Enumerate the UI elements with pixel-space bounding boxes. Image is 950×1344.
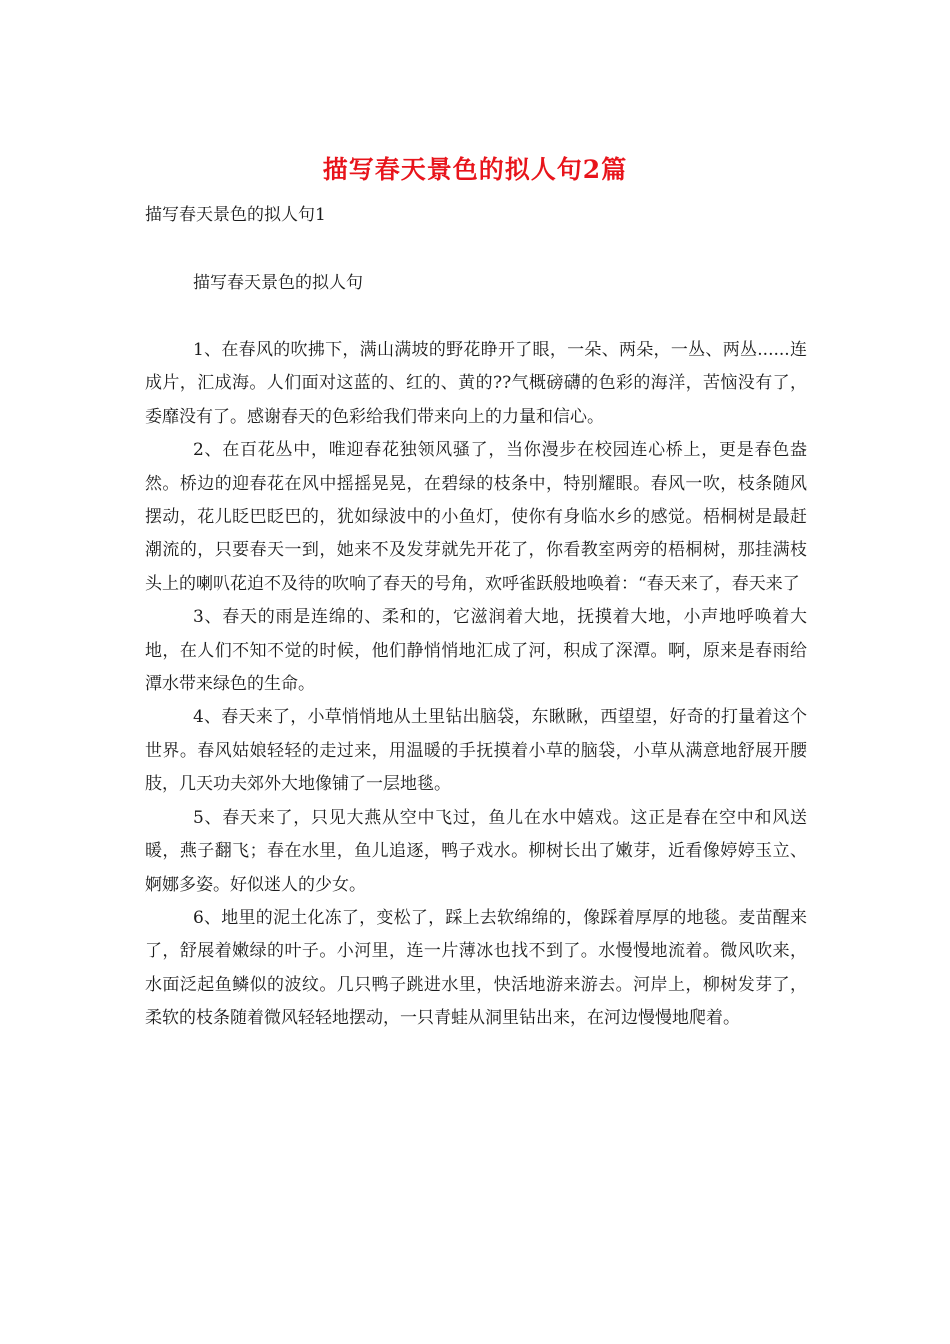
- body-text: [145, 334, 807, 1036]
- paragraph-3: 3、春天的雨是连绵的、柔和的，它滋润着大地，抚摸着大地，小声地呼唤着大地，在人们不知不觉的时候，他们静悄悄地汇成了河，积成了深潭。啊，原来是春雨给潭水带来绿色的生命。: [145, 607, 807, 695]
- paragraph-5: 5、春天来了，只见大燕从空中飞过，鱼儿在水中嬉戏。这正是春在空中和风送暖，燕子翻飞；春在水里，鱼儿追逐，鸭子戏水。柳树长出了嫩芽，近看像婷婷玉立、婀娜多姿。好似迷人的少女。: [145, 807, 807, 895]
- document-title: 描写春天景色的拟人句2篇: [322, 155, 628, 184]
- paragraph-1: 1、在春风的吹拂下，满山满坡的野花睁开了眼，一朵、两朵，一丛、两丛......连成片，汇成海。人们面对这蓝的、红的、黄的??气概磅礴的色彩的海洋，苦恼没有了，委靡没有了。感谢春天的色彩给我们带来向上的力量和信心。: [145, 340, 807, 427]
- paragraph-6: 6、地里的泥土化冻了，变松了，踩上去软绵绵的，像踩着厚厚的地毯。麦苗醒来了，舒展着嫩绿的叶子。小河里，连一片薄冰也找不到了。水慢慢地流着。微风吹来，水面泛起鱼鳞似的波纹。几只鸭子跳进水里，快活地游来游去。河岸上，柳树发芽了，柔软的枝条随着微风轻轻地摆动，一只青蛙从洞里钻出来，在河边慢慢地爬着。: [145, 907, 807, 1029]
- document-subtitle: 描写春天景色的拟人句1: [145, 205, 326, 225]
- paragraph-4: 4、春天来了，小草悄悄地从土里钻出脑袋，东瞅瞅，西望望，好奇的打量着这个世界。春风姑娘轻轻的走过来，用温暖的手抚摸着小草的脑袋，小草从满意地舒展开腰肢，几天功夫郊外大地像铺了一层地毯。: [145, 707, 807, 795]
- paragraph-2: 2、在百花丛中，唯迎春花独领风骚了，当你漫步在校园连心桥上，更是春色盎然。桥边的迎春花在风中摇摇晃晃，在碧绿的枝条中，特别耀眼。春风一吹，枝条随风摆动，花儿眨巴眨巴的，犹如绿波中的小鱼灯，使你有身临水乡的感觉。梧桐树是最赶潮流的，只要春天一到，她来不及发芽就先开花了，你看教室两旁的梧桐树，那挂满枝头上的喇叭花迫不及待的吹响了春天的号角，欢呼雀跃般地唤着：“春天来了，春天来了: [145, 440, 807, 594]
- section-heading: 描写春天景色的拟人句: [193, 273, 363, 293]
